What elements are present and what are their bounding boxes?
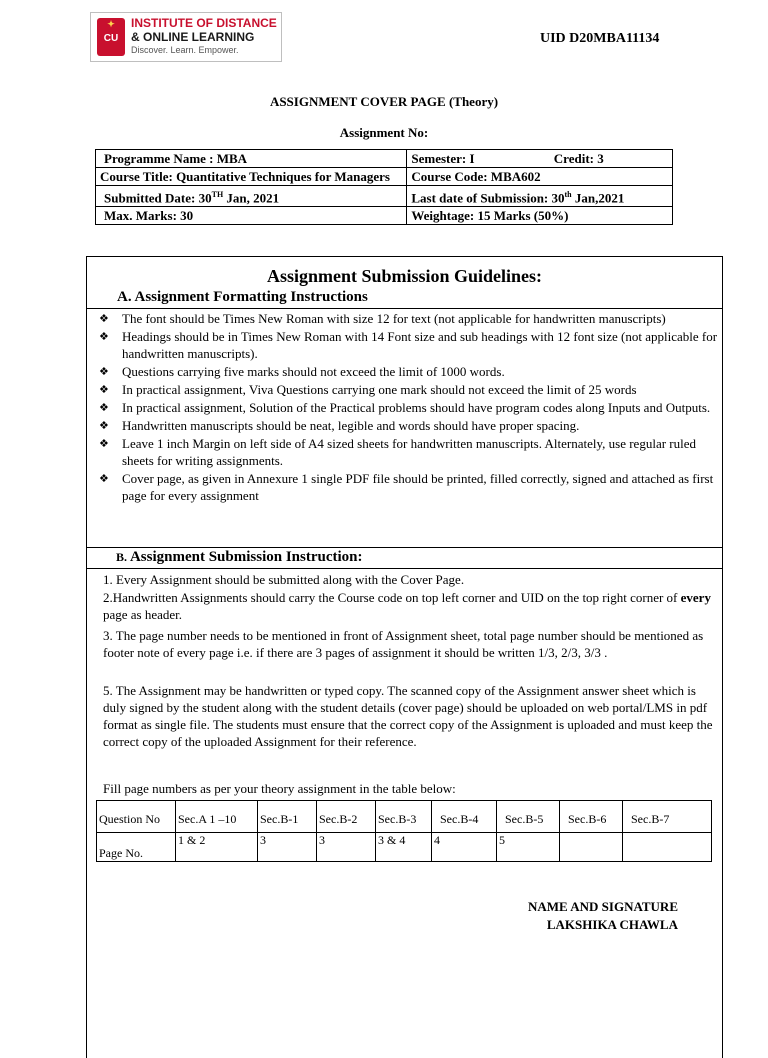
table-header-cell: Sec.B-6 <box>560 801 623 833</box>
table-left-border <box>86 798 87 861</box>
table-cell <box>623 833 712 862</box>
formatting-bullet-list <box>96 310 720 505</box>
page-number-table <box>96 800 712 862</box>
list-item: ❖ Handwritten manuscripts should be neat, legible and words should have proper spacing. <box>99 418 580 433</box>
table-row <box>97 833 712 862</box>
section-a-heading: A. Assignment Formatting Instructions <box>117 289 368 305</box>
table-cell: 5 <box>497 833 560 862</box>
table-header-cell: Sec.B-1 <box>258 801 317 833</box>
credit-value: Credit: 3 <box>553 151 604 166</box>
section-b-title: Assignment Submission Instruction: <box>129 549 363 565</box>
table-header-cell: Sec.B-5 <box>497 801 560 833</box>
logo-tagline: Discover. Learn. Empower. <box>131 45 239 55</box>
fill-instruction: Fill page numbers as per your theory assignment in the table below: <box>103 781 456 796</box>
diamond-bullet-icon: ❖ <box>99 365 109 378</box>
guidelines-title: Assignment Submission Guidelines: <box>266 266 543 286</box>
diamond-bullet-icon: ❖ <box>99 472 109 485</box>
instruction-1: 1. Every Assignment should be submitted along with the Cover Page. <box>103 572 465 587</box>
table-cell: 4 <box>432 833 497 862</box>
diamond-bullet-icon: ❖ <box>99 330 109 343</box>
list-item: ❖ The font should be Times New Roman with size 12 for text (not applicable for handwritten manuscripts) <box>99 311 666 326</box>
table-cell: 3 <box>317 833 376 862</box>
logo-line-2: & ONLINE LEARNING <box>131 30 255 44</box>
list-item: ❖ In practical assignment, Solution of the Practical problems should have program codes along Inputs and Outputs. <box>99 400 711 415</box>
table-cell: 1 & 2 <box>176 833 258 862</box>
course-code-cell: Course Code: MBA602 <box>407 168 673 186</box>
institute-logo <box>90 12 282 62</box>
list-item: ❖ Leave 1 inch Margin on left side of A4 sized sheets for handwritten manuscripts. Alternately, use regular ruled sheets for writing assignments. <box>99 436 696 468</box>
table-header-cell: Sec.B-4 <box>432 801 497 833</box>
divider <box>86 568 723 569</box>
logo-line-1: INSTITUTE OF DISTANCE <box>131 16 277 30</box>
list-item: ❖ Headings should be in Times New Roman with 14 Font size and sub headings with 12 font size (not applicable for handwritten manuscripts). <box>99 329 718 361</box>
weightage-cell: Weightage: 15 Marks (50%) <box>407 207 673 225</box>
table-cell <box>560 833 623 862</box>
table-header-cell: Question No <box>97 801 176 833</box>
table-cell: 3 & 4 <box>376 833 432 862</box>
signature-name: LAKSHIKA CHAWLA <box>546 917 678 932</box>
uid-header: UID D20MBA11134 <box>540 31 660 46</box>
diamond-bullet-icon: ❖ <box>99 383 109 396</box>
list-item: ❖ Questions carrying five marks should not exceed the limit of 1000 words. <box>99 364 505 379</box>
semester-credit-cell <box>407 150 673 168</box>
diamond-bullet-icon: ❖ <box>99 419 109 432</box>
course-title-cell: Course Title: Quantitative Techniques for Managers <box>96 168 407 186</box>
diamond-bullet-icon: ❖ <box>99 312 109 325</box>
list-item: ❖ Cover page, as given in Annexure 1 single PDF file should be printed, filled correctly, signed and attached as first page for every assignment <box>99 471 714 503</box>
table-row <box>97 801 712 833</box>
page-title: ASSIGNMENT COVER PAGE (Theory) <box>269 94 499 109</box>
last-date-cell: Last date of Submission: 30th Jan,2021 <box>407 186 673 207</box>
section-b-heading <box>116 549 363 566</box>
assignment-number: Assignment No: <box>339 125 429 140</box>
instruction-2: 2.Handwritten Assignments should carry the Course code on top left corner and UID on the top right corner of every page as header. <box>103 590 711 622</box>
list-item: ❖ In practical assignment, Viva Questions carrying one mark should not exceed the limit of 25 words <box>99 382 637 397</box>
table-cell: 3 <box>258 833 317 862</box>
table-header-cell: Sec.B-2 <box>317 801 376 833</box>
instruction-5: 5. The Assignment may be handwritten or typed copy. The scanned copy of the Assignment answer sheet which is duly signed by the student along with the student details (cover page) should be uploaded on web portal/LMS in pdf format as single file. The students must ensure that the correct copy of the Assignment is uploaded and must keep the correct copy of the uploaded Assignment for their reference. <box>103 683 713 749</box>
table-header-cell: Sec.B-7 <box>623 801 712 833</box>
diamond-bullet-icon: ❖ <box>99 437 109 450</box>
table-cell: Page No. <box>97 833 176 862</box>
logo-badge-text: CU <box>103 33 119 44</box>
divider <box>86 308 723 309</box>
semester-value: Semester: I <box>411 151 475 166</box>
table-header-cell: Sec.A 1 –10 <box>176 801 258 833</box>
section-b-letter: B. <box>116 550 128 564</box>
course-info-table <box>95 149 673 225</box>
max-marks-cell: Max. Marks: 30 <box>96 207 407 225</box>
instruction-3: 3. The page number needs to be mentioned in front of Assignment sheet, total page number should be mentioned as footer note of every page i.e. if there are 3 pages of assignment it should be written 1/3, 2/3, 3/3 . <box>103 628 704 660</box>
diamond-bullet-icon: ❖ <box>99 401 109 414</box>
submitted-date-cell: Submitted Date: 30TH Jan, 2021 <box>96 186 407 207</box>
cu-badge-icon: ✦ CU <box>97 18 125 56</box>
table-header-cell: Sec.B-3 <box>376 801 432 833</box>
signature-label: NAME AND SIGNATURE <box>528 899 678 914</box>
divider <box>86 547 723 548</box>
programme-cell: Programme Name : MBA <box>96 150 407 168</box>
